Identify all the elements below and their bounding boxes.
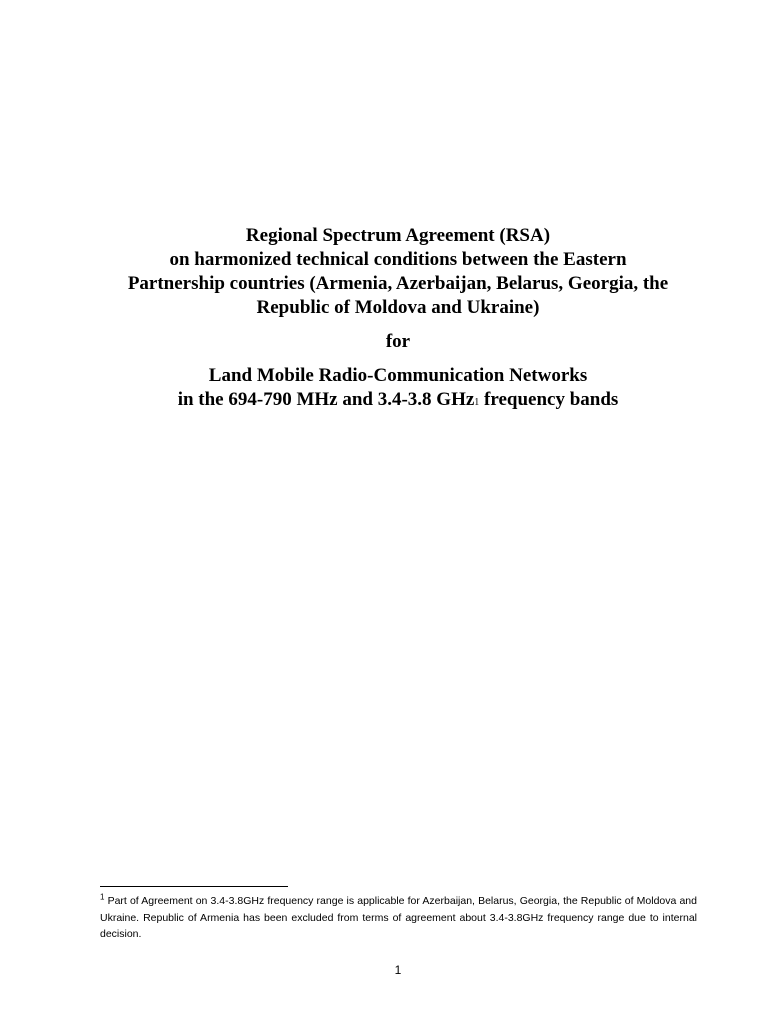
spacer	[80, 354, 716, 364]
title-block	[80, 224, 716, 415]
footnote-marker: 1	[100, 892, 105, 902]
footnote-reference[interactable]: 1	[474, 397, 480, 408]
subtitle-line-1: Land Mobile Radio-Communication Networks	[208, 365, 588, 386]
title-connector: for	[385, 331, 411, 352]
footnote-separator	[100, 886, 288, 887]
subtitle-line-2-tail: frequency bands	[479, 389, 619, 410]
title-line-4: Republic of Moldova and Ukraine)	[256, 297, 540, 318]
page-number: 1	[394, 963, 402, 977]
title-line-3: Partnership countries (Armenia, Azerbaijan, Belarus, Georgia, the	[127, 273, 669, 294]
title-line-1: Regional Spectrum Agreement (RSA)	[245, 225, 551, 246]
subtitle-line-2	[80, 388, 716, 415]
title-line-2: on harmonized technical conditions between the Eastern	[169, 249, 627, 270]
footnote-text: Part of Agreement on 3.4-3.8GHz frequency range is applicable for Azerbaijan, Belarus, Georgia, the Republic of Moldova and Ukraine. Republic of Armenia has been excluded from terms of agreement about 3.4-3.8GHz frequency range due to internal decision.	[100, 895, 697, 940]
footnote	[100, 893, 697, 943]
subtitle-line-2-text: in the 694-790 MHz and 3.4-3.8 GHz	[177, 389, 475, 410]
spacer	[80, 320, 716, 330]
